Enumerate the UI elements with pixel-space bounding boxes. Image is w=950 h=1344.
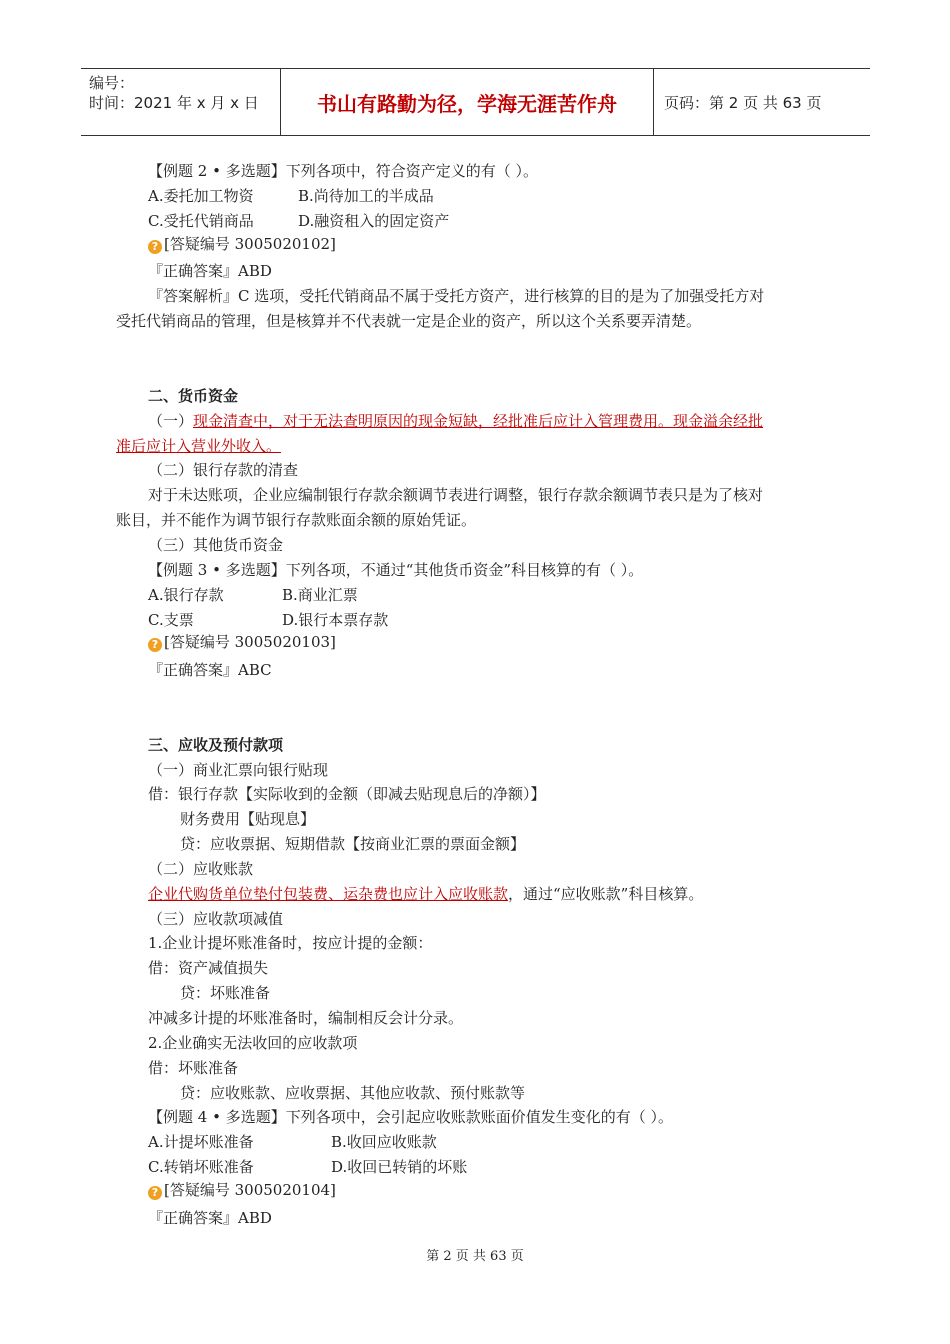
ex3-option-c: C.支票 (148, 611, 194, 629)
ex3-answer: 『正确答案』ABC (148, 661, 272, 679)
sec3-item2-highlight: 企业代购货单位垫付包装费、运杂费也应计入应收账款 (148, 885, 509, 903)
ex4-option-a: A.计提坏账准备 (148, 1133, 254, 1151)
ex2-ref[interactable] (148, 233, 336, 255)
sec3-step1-credit: 贷：坏账准备 (180, 984, 271, 1002)
sec3-item2: （二）应收账款 (148, 860, 254, 878)
ex2-option-d: D.融资租入的固定资产 (298, 212, 450, 230)
page-footer: 第 2 页 共 63 页 (426, 1249, 524, 1264)
header-motto: 书山有路勤为径，学海无涯苦作舟 (281, 69, 654, 135)
sec2-item1-line1 (148, 410, 763, 432)
ex2-option-c: C.受托代销商品 (148, 212, 254, 230)
ex3-ref[interactable] (148, 631, 336, 653)
header-page-info: 页码：第 2 页 共 63 页 (664, 93, 822, 112)
ex2-answer: 『正确答案』ABD (148, 262, 272, 280)
ex3-question: 【例题 3 • 多选题】下列各项，不通过“其他货币资金”科目核算的有（ ）。 (148, 561, 644, 579)
sec3-step2-debit: 借：坏账准备 (148, 1059, 239, 1077)
ex3-option-a: A.银行存款 (148, 586, 224, 604)
question-mark-icon: ? (148, 240, 162, 254)
sec3-step1-note: 冲减多计提的坏账准备时，编制相反会计分录。 (148, 1009, 464, 1027)
ex4-answer: 『正确答案』ABD (148, 1209, 272, 1227)
ex4-option-c: C.转销坏账准备 (148, 1158, 254, 1176)
section-3-title: 三、应收及预付款项 (148, 736, 284, 754)
ex2-question: 【例题 2 • 多选题】下列各项中，符合资产定义的有（ ）。 (148, 162, 538, 180)
sec3-item2-tail: ，通过“应收账款”科目核算。 (508, 885, 704, 903)
ex4-option-b: B.收回应收账款 (331, 1133, 437, 1151)
time-label: 时间：2021 年 x 月 x 日 (89, 94, 259, 112)
ex2-ref-text: [答疑编号 3005020102] (164, 235, 336, 253)
ex2-analysis-line1: 『答案解析』C 选项，受托代销商品不属于受托方资产，进行核算的目的是为了加强受托方对 (148, 287, 765, 305)
sec2-item1-prefix: （一） (148, 412, 194, 430)
sec3-step1: 1.企业计提坏账准备时，按应计提的金额： (148, 934, 433, 952)
sec2-item3: （三）其他货币资金 (148, 536, 284, 554)
ex4-question: 【例题 4 • 多选题】下列各项中，会引起应收账款账面价值发生变化的有（ ）。 (148, 1108, 673, 1126)
sec2-item1-highlight: 现金清查中，对于无法查明原因的现金短缺，经批准后应计入管理费用。现金溢余经批 (193, 412, 764, 430)
sec2-para-line1: 对于未达账项，企业应编制银行存款余额调节表进行调整，银行存款余额调节表只是为了核对 (148, 486, 764, 504)
sec2-item2: （二）银行存款的清查 (148, 461, 299, 479)
section-2-title: 二、货币资金 (148, 387, 239, 405)
ex2-analysis-line2: 受托代销商品的管理，但是核算并不代表就一定是企业的资产，所以这个关系要弄清楚。 (116, 312, 702, 330)
number-label: 编号： (89, 74, 135, 92)
sec3-step2: 2.企业确实无法收回的应收款项 (148, 1034, 358, 1052)
sec3-item2-text (148, 883, 703, 905)
sec3-step1-debit: 借：资产减值损失 (148, 959, 269, 977)
ex4-ref-text: [答疑编号 3005020104] (164, 1181, 336, 1199)
sec3-debit-2: 财务费用【贴现息】 (180, 810, 316, 828)
ex4-ref[interactable] (148, 1179, 336, 1201)
sec3-item1: （一）商业汇票向银行贴现 (148, 761, 329, 779)
sec2-para-line2: 账目，并不能作为调节银行存款账面余额的原始凭证。 (116, 511, 477, 529)
sec3-item3: （三）应收款项减值 (148, 910, 284, 928)
ex3-ref-text: [答疑编号 3005020103] (164, 633, 336, 651)
ex3-option-d: D.银行本票存款 (282, 611, 389, 629)
sec3-step2-credit: 贷：应收账款、应收票据、其他应收款、预付账款等 (180, 1084, 526, 1102)
ex3-option-b: B.商业汇票 (282, 586, 358, 604)
sec3-credit-1: 贷：应收票据、短期借款【按商业汇票的票面金额】 (180, 835, 526, 853)
question-mark-icon: ? (148, 1186, 162, 1200)
ex2-option-b: B.尚待加工的半成品 (298, 187, 434, 205)
sec2-item1-line2: 准后应计入营业外收入。 (116, 437, 282, 455)
page-header (81, 68, 870, 136)
ex2-option-a: A.委托加工物资 (148, 187, 254, 205)
header-meta (81, 69, 281, 135)
sec3-debit-1: 借：银行存款【实际收到的金额（即减去贴现息后的净额）】 (148, 785, 546, 803)
ex4-option-d: D.收回已转销的坏账 (331, 1158, 468, 1176)
question-mark-icon: ? (148, 638, 162, 652)
